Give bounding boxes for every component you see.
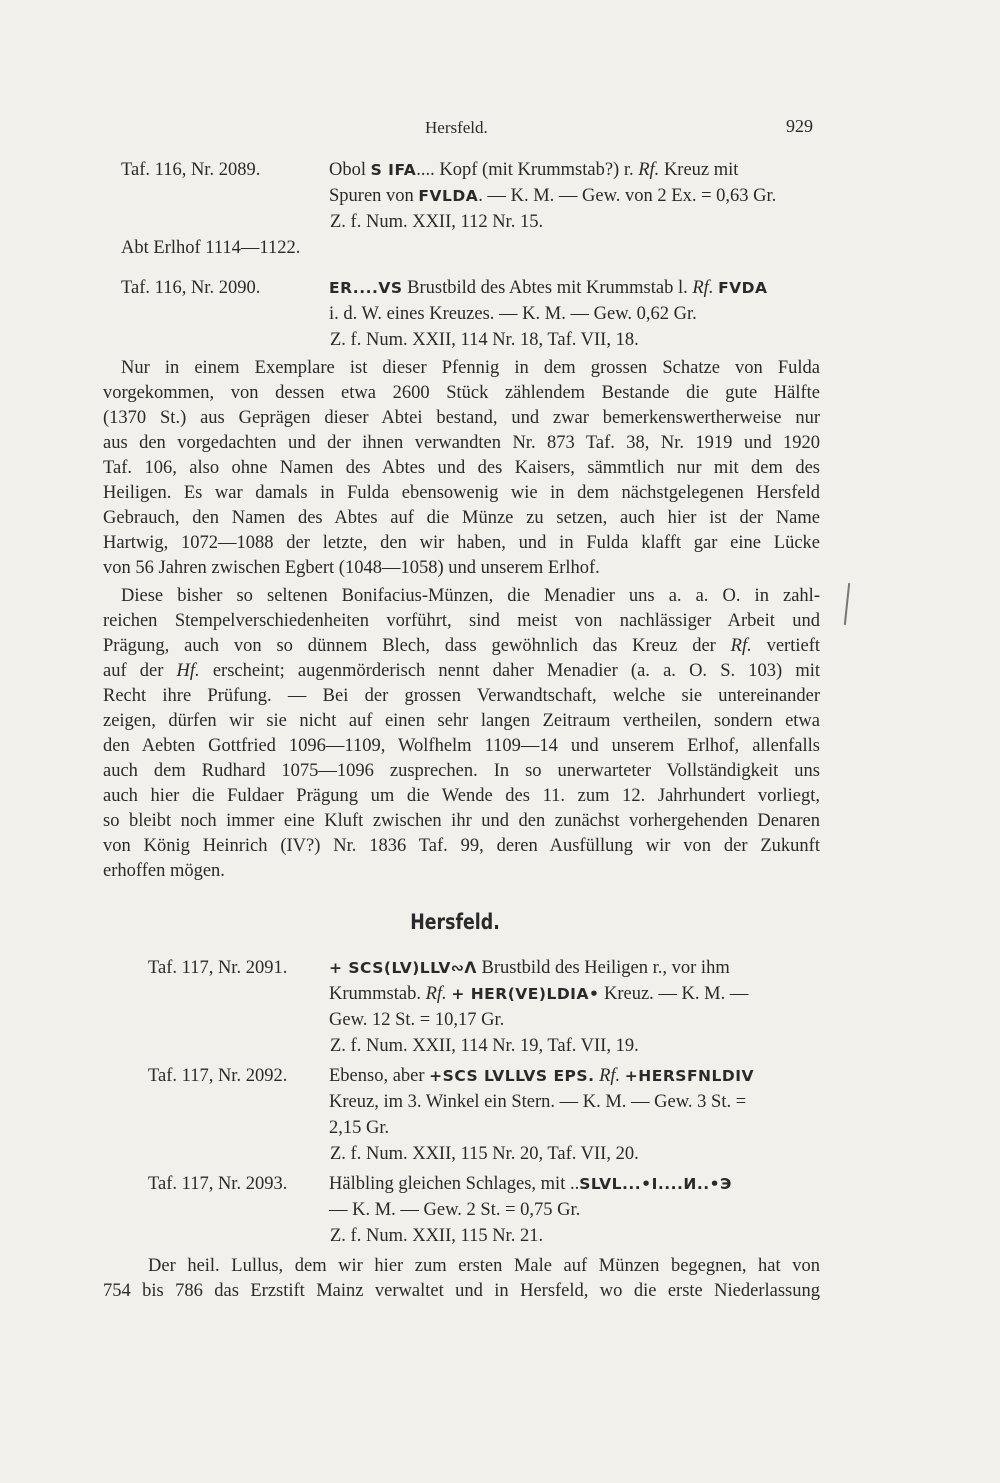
- text-run: Obol: [329, 160, 371, 180]
- text-run: so bleibt noch immer eine Kluft zwischen ihr und den zunächst vorhergehenden Denaren: [103, 811, 820, 831]
- text-run: Z. f. Num. XXII, 115 Nr. 21.: [330, 1226, 544, 1246]
- page-number: 929: [786, 116, 813, 136]
- text-run: i. d. W. eines Kreuzes. — K. M. — Gew. 0,62 Gr.: [329, 304, 697, 324]
- coin-description-line: [329, 302, 697, 326]
- paragraph-2-line: [103, 684, 820, 708]
- text-run: aus den vorgedachten und der ihnen verwandten Nr. 873 Taf. 38, Nr. 1919 und 1920: [103, 433, 820, 453]
- text-run: vorgekommen, von dessen etwa 2600 Stück zählendem Bestande die gute Hälfte: [103, 383, 820, 403]
- text-run: Krummstab.: [329, 984, 426, 1004]
- text-run: . — K. M. — Gew. von 2 Ex. = 0,63 Gr.: [478, 186, 777, 206]
- text-run: Gebrauch, den Namen des Abtes auf die Münze zu setzen, auch hier ist der Name: [103, 508, 820, 528]
- bibliography-line: [330, 328, 639, 352]
- coin-description-line: [329, 1198, 580, 1222]
- abbreviation-italic: Rf.: [638, 160, 660, 180]
- paragraph-1-line: [103, 431, 820, 455]
- paragraph-1-line: [103, 481, 820, 505]
- bibliography-line: [330, 1142, 639, 1166]
- coin-legend: ER....VS: [329, 279, 403, 297]
- paragraph-2-line: [103, 659, 820, 683]
- paragraph-2-line: [103, 734, 820, 758]
- coin-description-line: [329, 982, 748, 1006]
- text-run: auch dem Rudhard 1075—1096 zusprechen. In so unerwarteter Vollständigkeit uns: [103, 761, 820, 781]
- plate-reference: Taf. 117, Nr. 2092.: [148, 1066, 288, 1086]
- bibliography-line: [330, 210, 543, 234]
- text-run: von 56 Jahren zwischen Egbert (1048—1058) und unserem Erlhof.: [103, 558, 600, 578]
- text-run: reichen Stempelverschiedenheiten vorführt, sind meist von nachlässiger Arbeit und: [103, 611, 820, 631]
- text-run: Heiligen. Es war damals in Fulda ebensowenig wie in dem nächstgelegenen Hersfeld: [103, 483, 820, 503]
- text-run: auf der: [103, 661, 177, 681]
- coin-description-line: [329, 184, 776, 208]
- text-run: zeigen, dürfen wir sie nicht auf einen sehr langen Zeitraum vertheilen, sondern etwa: [103, 711, 820, 731]
- text-run: von König Heinrich (IV?) Nr. 1836 Taf. 99, deren Ausfüllung wir von der Zukunft: [103, 836, 820, 856]
- paragraph-1-line: [103, 456, 820, 480]
- coin-description-line: [329, 956, 730, 980]
- coin-description-line: [329, 158, 738, 182]
- coin-legend: +HERSFNLDIV: [624, 1067, 755, 1085]
- abbreviation-italic: Rf.: [692, 278, 714, 298]
- text-run: Brustbild des Abtes mit Krummstab l.: [402, 278, 693, 298]
- paragraph-1-line: [103, 506, 820, 530]
- text-run: Brustbild des Heiligen r., vor ihm: [476, 958, 730, 978]
- text-run: Ebenso, aber: [329, 1066, 430, 1086]
- text-run: vertieft: [751, 636, 821, 656]
- coin-description-line: [329, 1064, 754, 1088]
- text-run: erhoffen mögen.: [103, 861, 225, 881]
- text-run: Taf. 106, also ohne Namen des Abtes und des Kaisers, sämmtlich nur mit dem des: [103, 458, 820, 478]
- text-run: Hälbling gleichen Schlages, mit ..: [329, 1174, 580, 1194]
- coin-legend: +SCS LVLLVS EPS.: [429, 1067, 595, 1085]
- paragraph-2-line: [103, 834, 820, 858]
- coin-description-line: [329, 276, 768, 300]
- coin-legend: FVLDA: [418, 187, 479, 205]
- text-run: 754 bis 786 das Erzstift Mainz verwaltet und in Hersfeld, wo die erste Niederlassung: [103, 1281, 820, 1301]
- text-run: 2,15 Gr.: [329, 1118, 390, 1138]
- abbreviation-italic: Rf.: [730, 636, 752, 656]
- paragraph-2-line: [103, 859, 820, 883]
- paragraph-1-line: [103, 531, 820, 555]
- paragraph-2-line: [103, 784, 820, 808]
- coin-legend: SLVL...•I....И..•Э: [579, 1175, 732, 1193]
- paragraph-3-line: [103, 1279, 820, 1303]
- margin-pencil-mark: [844, 583, 850, 625]
- paragraph-2-line: [103, 759, 820, 783]
- text-run: Z. f. Num. XXII, 114 Nr. 18, Taf. VII, 18.: [330, 330, 639, 350]
- abbreviation-italic: Rf.: [425, 984, 447, 1004]
- bibliography-line: [330, 1224, 543, 1248]
- plate-reference: Taf. 116, Nr. 2090.: [121, 278, 261, 298]
- paragraph-1-line: [103, 556, 820, 580]
- paragraph-1-line: [121, 356, 820, 380]
- text-run: Z. f. Num. XXII, 112 Nr. 15.: [330, 212, 544, 232]
- paragraph-1-line: [103, 406, 820, 430]
- paragraph-1-line: [103, 381, 820, 405]
- text-run: den Aebten Gottfried 1096—1109, Wolfhelm 1109—14 und unserem Erlhof, allenfalls: [103, 736, 820, 756]
- coin-legend: + SCS(LV)LLV∾Λ: [329, 959, 477, 977]
- text-run: (1370 St.) aus Geprägen dieser Abtei bestand, und zwar bemerkenswertherweise nur: [103, 408, 820, 428]
- text-run: Kreuz, im 3. Winkel ein Stern. — K. M. — Gew. 3 St. =: [329, 1092, 747, 1112]
- abbreviation-italic: Hf.: [176, 661, 200, 681]
- paragraph-2-line: [103, 634, 820, 658]
- text-run: Gew. 12 St. = 10,17 Gr.: [329, 1010, 505, 1030]
- coin-description-line: [329, 1116, 389, 1140]
- paragraph-2-line: [103, 609, 820, 633]
- text-run: Kreuz mit: [659, 160, 739, 180]
- text-run: Z. f. Num. XXII, 114 Nr. 19, Taf. VII, 19.: [330, 1036, 639, 1056]
- plate-reference: Taf. 117, Nr. 2093.: [148, 1174, 288, 1194]
- text-run: Der heil. Lullus, dem wir hier zum ersten Male auf Münzen begegnen, hat von: [148, 1256, 820, 1276]
- text-run: Recht ihre Prüfung. — Bei der grossen Verwandtschaft, welche sie untereinander: [103, 686, 820, 706]
- subheading: Abt Erlhof 1114—1122.: [121, 238, 301, 258]
- text-run: Hartwig, 1072—1088 der letzte, den wir haben, und in Fulda klafft gar eine Lücke: [103, 533, 820, 553]
- text-run: Spuren von: [329, 186, 419, 206]
- plate-reference: Taf. 116, Nr. 2089.: [121, 160, 261, 180]
- coin-legend: + HER(VE)LDIA•: [451, 985, 600, 1003]
- bibliography-line: [330, 1034, 639, 1058]
- text-run: .... Kopf (mit Krummstab?) r.: [416, 160, 639, 180]
- abbreviation-italic: Rf.: [599, 1066, 621, 1086]
- plate-reference: Taf. 117, Nr. 2091.: [148, 958, 288, 978]
- text-run: Nur in einem Exemplare ist dieser Pfennig in dem grossen Schatze von Fulda: [121, 358, 820, 378]
- text-run: Z. f. Num. XXII, 115 Nr. 20, Taf. VII, 20.: [330, 1144, 639, 1164]
- coin-description-line: [329, 1172, 732, 1196]
- text-run: erscheint; augenmörderisch nennt daher Menadier (a. a. O. S. 103) mit: [199, 661, 820, 681]
- paragraph-3-line: [148, 1254, 820, 1278]
- text-run: Diese bisher so seltenen Bonifacius-Münzen, die Menadier uns a. a. O. in zahl-: [121, 586, 820, 606]
- text-run: Kreuz. — K. M. —: [599, 984, 749, 1004]
- running-header-title: Hersfeld.: [425, 118, 488, 137]
- text-run: — K. M. — Gew. 2 St. = 0,75 Gr.: [329, 1200, 581, 1220]
- paragraph-2-line: [103, 709, 820, 733]
- paragraph-2-line: [121, 584, 820, 608]
- text-run: Prägung, auch von so dünnem Blech, dass gewöhnlich das Kreuz der: [103, 636, 731, 656]
- coin-description-line: [329, 1008, 504, 1032]
- coin-description-line: [329, 1090, 746, 1114]
- paragraph-2-line: [103, 809, 820, 833]
- coin-legend: S IFA: [370, 161, 417, 179]
- text-run: auch hier die Fuldaer Prägung um die Wende des 11. zum 12. Jahrhundert vorliegt,: [103, 786, 820, 806]
- coin-legend: FVDA: [718, 279, 768, 297]
- section-title: Hersfeld.: [410, 910, 500, 934]
